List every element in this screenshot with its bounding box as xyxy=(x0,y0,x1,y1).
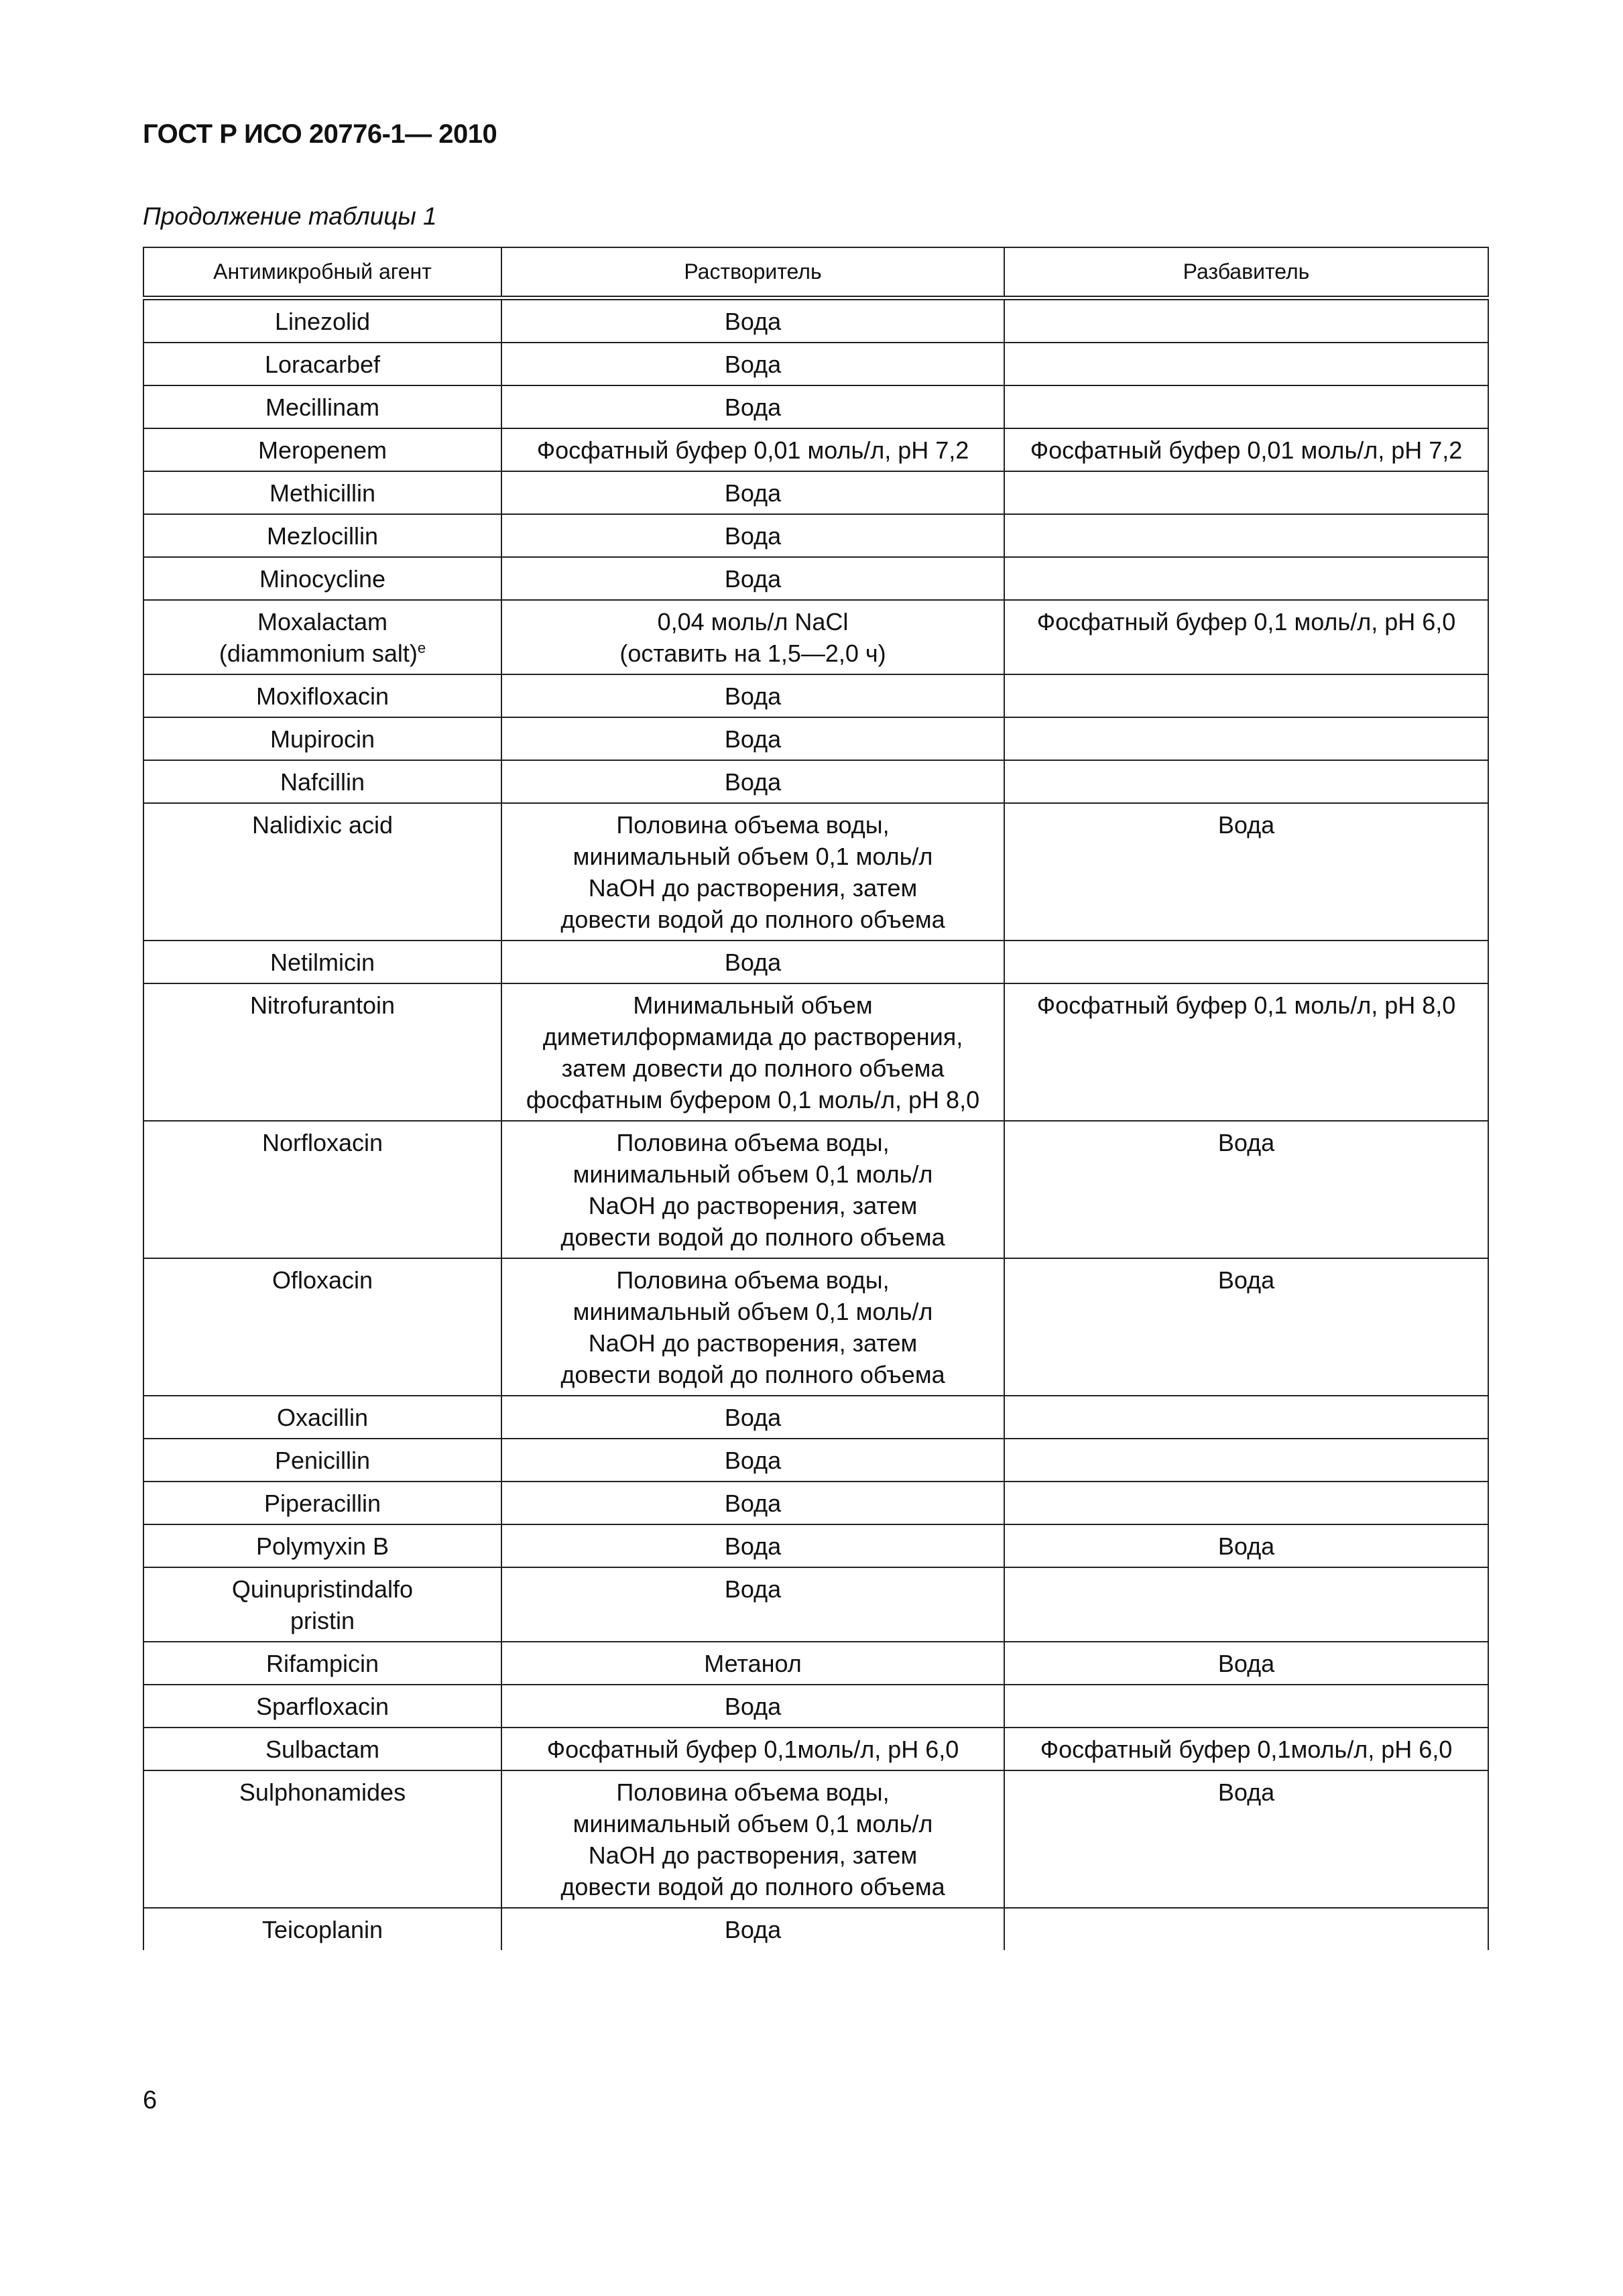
cell-agent xyxy=(143,343,501,385)
cell-diluent xyxy=(1004,674,1488,717)
cell-agent xyxy=(143,1121,501,1258)
cell-solvent: Вода xyxy=(501,717,1004,760)
cell-agent xyxy=(143,1728,501,1770)
cell-solvent: Половина объема воды, минимальный объем 0,1 моль/л NaOH до растворения, затем довести водой до полного объема xyxy=(501,1258,1004,1396)
cell-solvent: Фосфатный буфер 0,01 моль/л, pH 7,2 xyxy=(501,428,1004,471)
table-row xyxy=(143,1439,1488,1482)
table-row xyxy=(143,1728,1488,1770)
cell-diluent xyxy=(1004,514,1488,557)
table-row xyxy=(143,983,1488,1121)
cell-agent xyxy=(143,471,501,514)
cell-agent xyxy=(143,1439,501,1482)
cell-agent xyxy=(143,557,501,600)
cell-diluent xyxy=(1004,1685,1488,1728)
cell-solvent: Фосфатный буфер 0,1моль/л, pH 6,0 xyxy=(501,1728,1004,1770)
footnote-marker: e xyxy=(417,640,426,656)
table-body xyxy=(143,298,1488,1951)
cell-agent xyxy=(143,1642,501,1685)
agent-name: Ofloxacin xyxy=(272,1266,373,1294)
agent-name: Mupirocin xyxy=(269,725,375,753)
cell-solvent: Вода xyxy=(501,557,1004,600)
cell-agent xyxy=(143,1482,501,1524)
cell-diluent: Вода xyxy=(1004,1258,1488,1396)
cell-diluent: Фосфатный буфер 0,1моль/л, pH 6,0 xyxy=(1004,1728,1488,1770)
cell-agent xyxy=(143,600,501,674)
agent-name: Methicillin xyxy=(269,479,376,507)
cell-agent xyxy=(143,1396,501,1439)
table-row xyxy=(143,557,1488,600)
table-row xyxy=(143,1524,1488,1567)
cell-agent xyxy=(143,941,501,983)
table-row xyxy=(143,1685,1488,1728)
agent-name: Mezlocillin xyxy=(266,522,379,550)
cell-solvent: Минимальный объем диметилформамида до растворения, затем довести до полного объема фосфатным буфером 0,1 моль/л, pH 8,0 xyxy=(501,983,1004,1121)
agent-name: Penicillin xyxy=(274,1447,371,1474)
cell-agent xyxy=(143,983,501,1121)
cell-solvent: Вода xyxy=(501,1685,1004,1728)
cell-solvent: Половина объема воды, минимальный объем 0,1 моль/л NaOH до растворения, затем довести водой до полного объема xyxy=(501,1770,1004,1908)
table-row xyxy=(143,1121,1488,1258)
table-row xyxy=(143,1396,1488,1439)
column-header-diluent: Разбавитель xyxy=(1004,247,1488,298)
cell-agent xyxy=(143,1258,501,1396)
agent-name: Polymyxin B xyxy=(255,1532,389,1560)
cell-diluent xyxy=(1004,1439,1488,1482)
solvents-table xyxy=(143,247,1489,1950)
agent-name: Nafcillin xyxy=(280,768,365,796)
agent-name: Netilmicin xyxy=(269,949,375,976)
agent-name: Minocycline xyxy=(259,565,386,593)
agent-name: Oxacillin xyxy=(276,1404,369,1431)
agent-name: Nalidixic acid xyxy=(251,811,394,839)
cell-solvent: Вода xyxy=(501,674,1004,717)
cell-diluent xyxy=(1004,298,1488,343)
cell-diluent xyxy=(1004,941,1488,983)
cell-agent xyxy=(143,1770,501,1908)
cell-diluent xyxy=(1004,1396,1488,1439)
cell-agent xyxy=(143,803,501,941)
table-row xyxy=(143,1482,1488,1524)
agent-name: Norfloxacin xyxy=(261,1129,383,1156)
cell-solvent: Вода xyxy=(501,1524,1004,1567)
cell-solvent: Вода xyxy=(501,343,1004,385)
agent-name: Sparfloxacin xyxy=(255,1693,389,1720)
cell-solvent: 0,04 моль/л NaCl (оставить на 1,5—2,0 ч) xyxy=(501,600,1004,674)
column-header-agent: Антимикробный агент xyxy=(143,247,501,298)
cell-diluent xyxy=(1004,471,1488,514)
document-header: ГОСТ Р ИСО 20776-1— 2010 xyxy=(143,119,497,149)
table-row xyxy=(143,1258,1488,1396)
agent-name: Sulbactam xyxy=(265,1736,380,1763)
cell-solvent: Половина объема воды, минимальный объем 0,1 моль/л NaOH до растворения, затем довести водой до полного объема xyxy=(501,803,1004,941)
cell-diluent: Вода xyxy=(1004,803,1488,941)
table-row xyxy=(143,1908,1488,1950)
cell-solvent: Вода xyxy=(501,1396,1004,1439)
cell-solvent: Вода xyxy=(501,760,1004,803)
table-row xyxy=(143,717,1488,760)
cell-diluent xyxy=(1004,343,1488,385)
table-row xyxy=(143,428,1488,471)
cell-diluent xyxy=(1004,1482,1488,1524)
cell-solvent: Вода xyxy=(501,1482,1004,1524)
agent-name: Piperacillin xyxy=(263,1490,381,1517)
agent-name: Moxalactam (diammonium salt) xyxy=(219,608,418,667)
cell-diluent: Вода xyxy=(1004,1642,1488,1685)
cell-solvent: Вода xyxy=(501,1567,1004,1642)
table-row xyxy=(143,760,1488,803)
agent-name: Quinupristindalfo pristin xyxy=(231,1575,414,1634)
cell-diluent xyxy=(1004,760,1488,803)
cell-diluent xyxy=(1004,1908,1488,1950)
cell-diluent: Фосфатный буфер 0,01 моль/л, pH 7,2 xyxy=(1004,428,1488,471)
cell-solvent: Вода xyxy=(501,471,1004,514)
table-header xyxy=(143,247,1488,298)
cell-agent xyxy=(143,1908,501,1950)
cell-diluent xyxy=(1004,717,1488,760)
cell-agent xyxy=(143,1524,501,1567)
table-row xyxy=(143,1567,1488,1642)
agent-name: Linezolid xyxy=(274,308,371,335)
cell-solvent: Вода xyxy=(501,385,1004,428)
cell-diluent: Фосфатный буфер 0,1 моль/л, pH 8,0 xyxy=(1004,983,1488,1121)
agent-name: Teicoplanin xyxy=(261,1916,383,1943)
cell-agent xyxy=(143,514,501,557)
cell-agent xyxy=(143,760,501,803)
table-row xyxy=(143,385,1488,428)
column-header-solvent: Растворитель xyxy=(501,247,1004,298)
agent-name: Moxifloxacin xyxy=(255,682,389,710)
cell-agent xyxy=(143,1567,501,1642)
table-caption: Продолжение таблицы 1 xyxy=(143,202,437,230)
page-number: 6 xyxy=(143,2086,158,2114)
table-row xyxy=(143,1770,1488,1908)
cell-solvent: Вода xyxy=(501,1439,1004,1482)
cell-solvent: Вода xyxy=(501,514,1004,557)
cell-solvent: Вода xyxy=(501,298,1004,343)
agent-name: Mecillinam xyxy=(265,394,380,421)
cell-diluent xyxy=(1004,1567,1488,1642)
cell-diluent: Вода xyxy=(1004,1121,1488,1258)
agent-name: Nitrofurantoin xyxy=(249,991,396,1019)
table-row xyxy=(143,471,1488,514)
table-row xyxy=(143,803,1488,941)
cell-agent xyxy=(143,298,501,343)
cell-diluent xyxy=(1004,385,1488,428)
table-row xyxy=(143,1642,1488,1685)
table-row xyxy=(143,298,1488,343)
agent-name: Sulphonamides xyxy=(239,1778,406,1806)
cell-solvent: Половина объема воды, минимальный объем 0,1 моль/л NaOH до растворения, затем довести водой до полного объема xyxy=(501,1121,1004,1258)
agent-name: Rifampicin xyxy=(265,1650,379,1677)
cell-agent xyxy=(143,717,501,760)
cell-solvent: Вода xyxy=(501,941,1004,983)
cell-diluent: Фосфатный буфер 0,1 моль/л, pH 6,0 xyxy=(1004,600,1488,674)
table-row xyxy=(143,674,1488,717)
cell-agent xyxy=(143,674,501,717)
cell-solvent: Метанол xyxy=(501,1642,1004,1685)
cell-agent xyxy=(143,385,501,428)
cell-diluent: Вода xyxy=(1004,1524,1488,1567)
agent-name: Meropenem xyxy=(257,436,387,464)
table-header-row xyxy=(143,247,1488,298)
table-row xyxy=(143,514,1488,557)
cell-diluent: Вода xyxy=(1004,1770,1488,1908)
cell-solvent: Вода xyxy=(501,1908,1004,1950)
cell-diluent xyxy=(1004,557,1488,600)
table-row xyxy=(143,600,1488,674)
agent-name: Loracarbef xyxy=(264,351,381,378)
cell-agent xyxy=(143,428,501,471)
cell-agent xyxy=(143,1685,501,1728)
table-row xyxy=(143,941,1488,983)
table-row xyxy=(143,343,1488,385)
